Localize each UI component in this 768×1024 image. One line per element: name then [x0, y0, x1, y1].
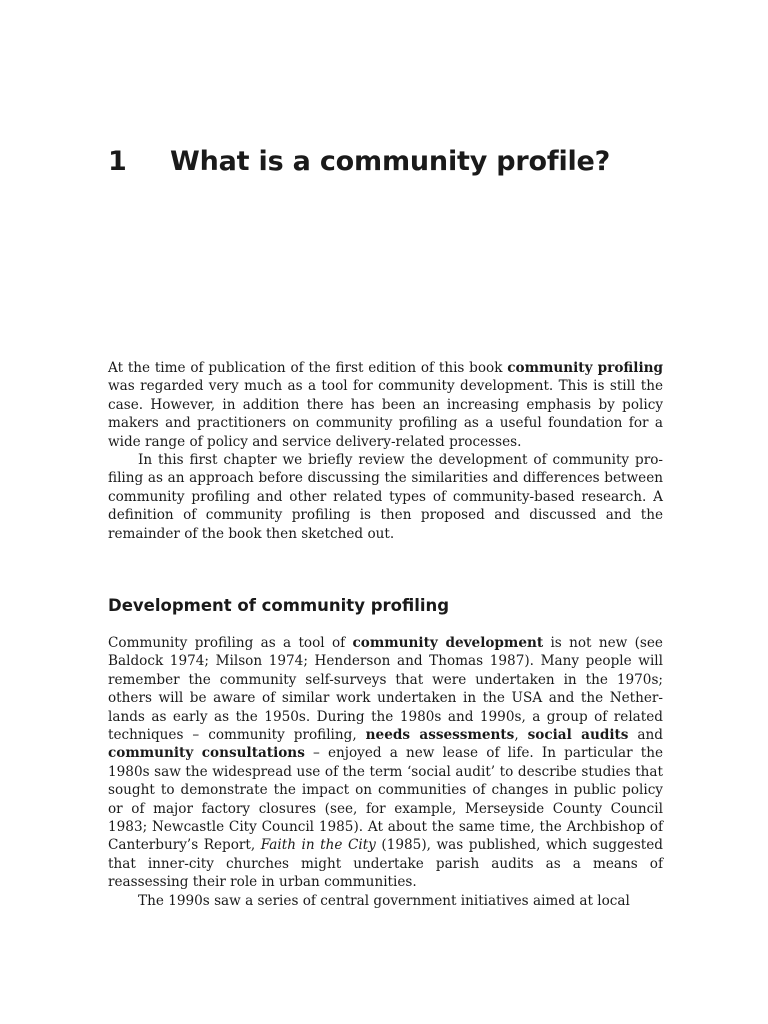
chapter-number: 1 — [108, 146, 127, 177]
bold-term: community profiling — [507, 360, 664, 376]
bold-term: social audits — [527, 727, 629, 744]
section-heading: Development of community profiling — [108, 596, 450, 615]
text-run: was regarded very much as a tool for community development. This is still the case. However, in addition there has been an increasing emphasis by policy makers and practitioners on community profiling as a useful foundation for a wide range of policy and service delivery-related processes. — [108, 378, 663, 450]
intro-text — [108, 359, 663, 543]
section-paragraph-1 — [108, 634, 663, 892]
intro-paragraph-1 — [108, 359, 663, 451]
bold-term: community development — [352, 635, 544, 651]
text-run: Community profiling as a tool of — [108, 635, 353, 651]
text-run: is not new (see Baldock 1974; Milson 1974; Henderson and Thomas 1987). Many people will remember the community self-surveys that were undertaken in the 1970s; others will be aware of similar work undertaken in the USA and the Netherlands as early as the 1950s. During the 1980s and 1990s, a group of related techniques – community profiling, — [108, 635, 663, 744]
text-run: and — [628, 727, 663, 744]
text-run: At the time of publication of the first edition of this book — [108, 360, 508, 376]
text-run: – enjoyed a new lease of life. In particular the 1980s saw the widespread use of the term ‘social audit’ to describe studies that sought to demonstrate the impact on communities of changes in public policy or of major factory closures (see, for example, Merseyside County Council 1983; Newcastle City Council 1985). At about the same time, the Archbishop of Canterbury’s Report, — [108, 745, 664, 854]
intro-paragraph-2: In this first chapter we briefly review the development of community profiling as an approach before discussing the similarities and differences between community profiling and other related types of community-based research. A definition of community profiling is then proposed and discussed and the remainder of the book then sketched out. — [108, 452, 663, 542]
chapter-heading — [108, 140, 610, 184]
bold-term: needs assessments — [365, 727, 515, 744]
text-run: , — [514, 727, 528, 744]
text-run: (1985), was published, which suggested that inner-city churches might undertake parish audits as a means of reassessing their role in urban communities. — [108, 837, 664, 891]
bold-term: community consultations — [108, 745, 305, 762]
chapter-title: What is a community profile? — [170, 146, 611, 177]
section-paragraph-2: The 1990s saw a series of central government initiatives aimed at local — [138, 892, 630, 909]
section-text — [108, 634, 663, 910]
italic-title: Faith in the City — [260, 837, 376, 854]
